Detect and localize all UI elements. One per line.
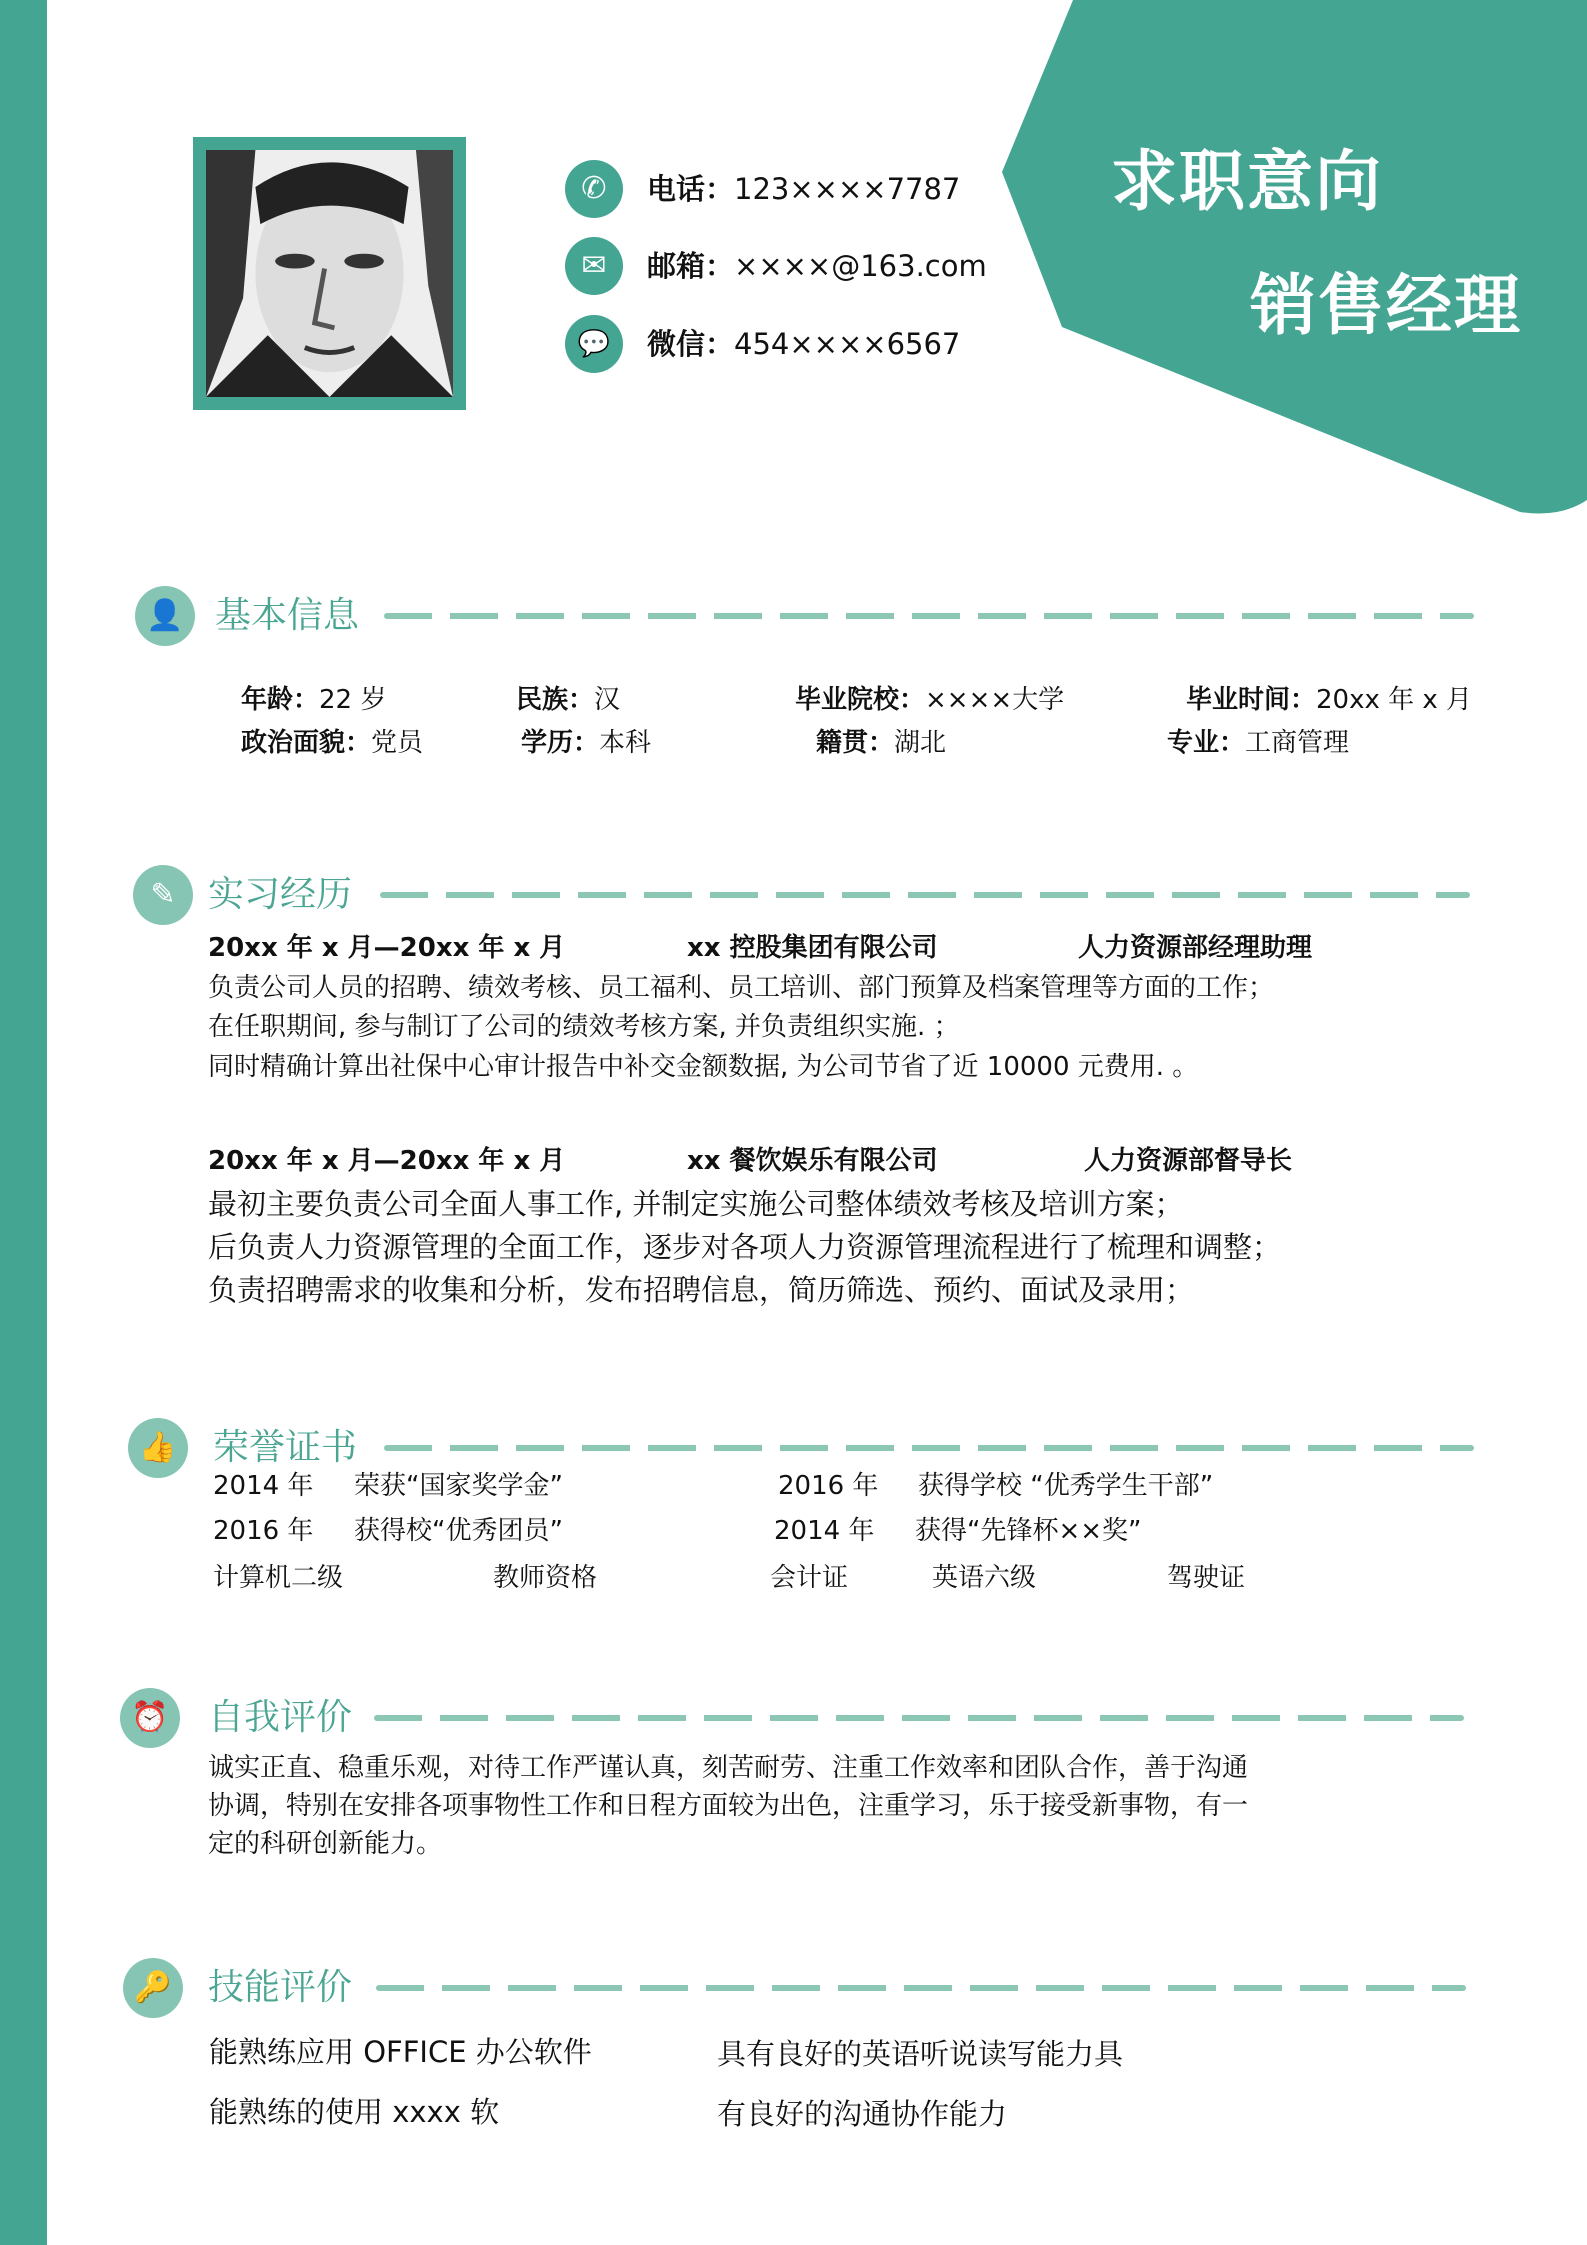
award-year: 2014 年	[774, 1516, 875, 1546]
section-divider	[374, 1715, 1464, 1721]
profile-photo	[193, 137, 466, 410]
field-major: 专业：工商管理	[1167, 728, 1350, 758]
field-education: 学历：本科	[521, 728, 652, 758]
section-divider	[380, 892, 1470, 898]
field-school: 毕业院校：××××大学	[795, 685, 1065, 715]
wechat-value: 454××××6567	[734, 327, 961, 361]
certificate: 会计证	[770, 1563, 849, 1593]
certificate: 教师资格	[493, 1563, 598, 1593]
field-hometown: 籍贯：湖北	[816, 728, 947, 758]
section-title-self: 自我评价	[208, 1697, 353, 1738]
award-text: 获得学校 “优秀学生干部”	[918, 1471, 1214, 1501]
self-eval-line: 定的科研创新能力。	[208, 1829, 443, 1859]
section-title-skills: 技能评价	[208, 1967, 353, 2008]
field-ethnicity: 民族：汉	[516, 685, 621, 715]
field-political: 政治面貌：党员	[241, 728, 424, 758]
portrait-image	[206, 150, 453, 397]
job-intention-heading: 求职意向	[1111, 143, 1383, 220]
job-period: 20xx 年 x 月—20xx 年 x 月	[208, 933, 566, 963]
job-company: xx 餐饮娱乐有限公司	[687, 1146, 938, 1176]
award-text: 荣获“国家奖学金”	[354, 1471, 563, 1501]
self-eval-line: 诚实正直、稳重乐观，对待工作严谨认真，刻苦耐劳、注重工作效率和团队合作，善于沟通	[208, 1753, 1249, 1783]
field-age: 年龄：22 岁	[241, 685, 387, 715]
phone-icon: ✆	[565, 160, 623, 218]
skill-item: 具有良好的英语听说读写能力具	[717, 2037, 1124, 2071]
job-role: 人力资源部经理助理	[1078, 933, 1313, 963]
certificate: 英语六级	[932, 1563, 1037, 1593]
skill-item: 有良好的沟通协作能力	[717, 2097, 1008, 2131]
skill-item: 能熟练应用 OFFICE 办公软件	[209, 2035, 592, 2069]
field-graduation: 毕业时间：20xx 年 x 月	[1186, 685, 1473, 715]
job-desc-line: 负责公司人员的招聘、绩效考核、员工福利、员工培训、部门预算及档案管理等方面的工作；	[208, 973, 1275, 1003]
thumbs-up-icon: 👍	[128, 1418, 188, 1478]
skill-item: 能熟练的使用 xxxx 软	[209, 2095, 500, 2129]
wechat-icon: 💬	[565, 315, 623, 373]
section-divider	[376, 1985, 1466, 1991]
award-year: 2016 年	[213, 1516, 314, 1546]
alarm-clock-icon: ⏰	[120, 1688, 180, 1748]
section-title-basic: 基本信息	[215, 595, 360, 636]
job-desc-line: 最初主要负责公司全面人事工作, 并制定实施公司整体绩效考核及培训方案；	[208, 1187, 1184, 1221]
mail-icon: ✉	[565, 237, 623, 295]
job-desc-line: 在任职期间, 参与制订了公司的绩效考核方案, 并负责组织实施. ；	[208, 1012, 960, 1042]
certificate: 驾驶证	[1167, 1563, 1246, 1593]
job-desc-line: 后负责人力资源管理的全面工作，逐步对各项人力资源管理流程进行了梳理和调整；	[208, 1230, 1282, 1264]
phone-label: 电话：	[647, 172, 735, 206]
award-year: 2016 年	[778, 1471, 879, 1501]
section-title-honors: 荣誉证书	[213, 1427, 358, 1468]
key-icon: 🔑	[123, 1958, 183, 2018]
award-year: 2014 年	[213, 1471, 314, 1501]
email-label: 邮箱：	[647, 249, 735, 283]
section-divider	[384, 613, 1474, 619]
wechat-label: 微信：	[647, 327, 735, 361]
certificate: 计算机二级	[213, 1563, 344, 1593]
self-eval-line: 协调，特别在安排各项事物性工作和日程方面较为出色，注重学习，乐于接受新事物，有一	[208, 1791, 1249, 1821]
job-intention-position: 销售经理	[1250, 267, 1522, 344]
award-text: 获得校“优秀团员”	[354, 1516, 563, 1546]
section-title-internship: 实习经历	[208, 874, 353, 915]
section-divider	[384, 1445, 1474, 1451]
job-company: xx 控股集团有限公司	[687, 933, 938, 963]
phone-value: 123××××7787	[734, 172, 961, 206]
job-role: 人力资源部督导长	[1084, 1146, 1293, 1176]
award-text: 获得“先锋杯××奖”	[915, 1516, 1142, 1546]
job-desc-line: 同时精确计算出社保中心审计报告中补交金额数据, 为公司节省了近 10000 元费用. 。	[208, 1052, 1199, 1082]
job-desc-line: 负责招聘需求的收集和分析，发布招聘信息，简历筛选、预约、面试及录用；	[208, 1273, 1195, 1307]
edit-icon: ✎	[133, 865, 193, 925]
job-period: 20xx 年 x 月—20xx 年 x 月	[208, 1146, 566, 1176]
user-icon: 👤	[135, 586, 195, 646]
email-value: ××××@163.com	[734, 249, 987, 283]
